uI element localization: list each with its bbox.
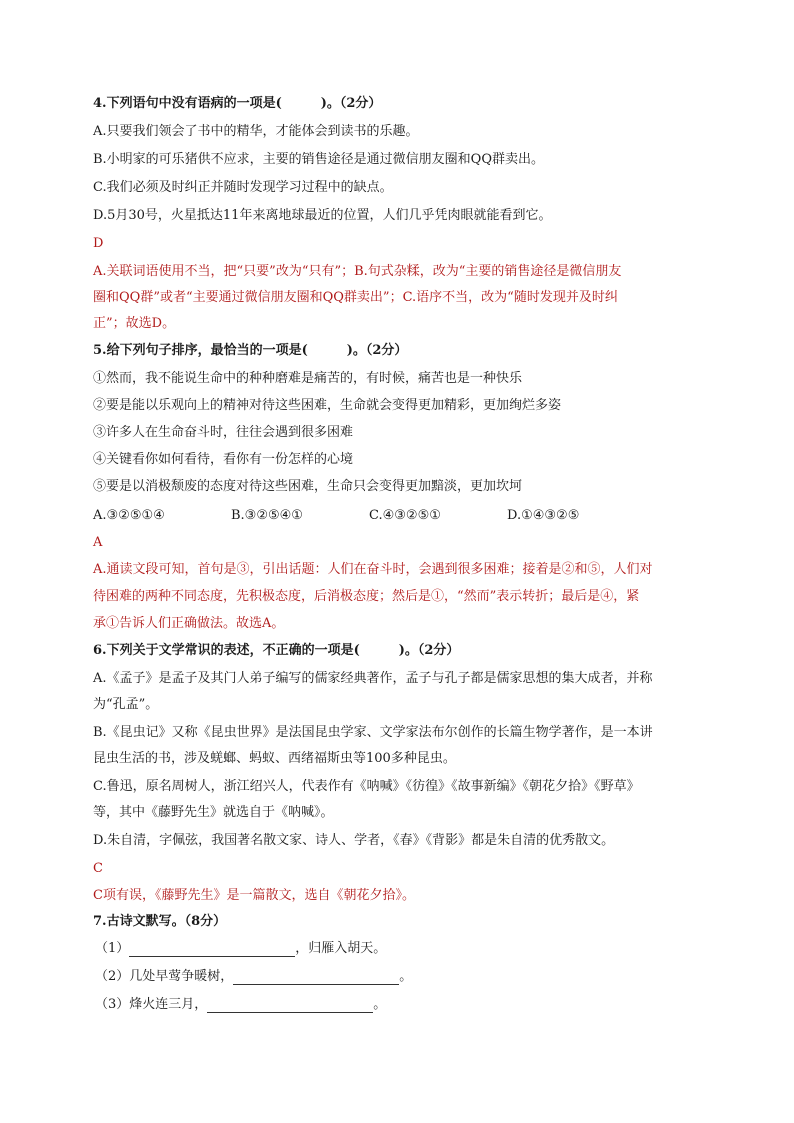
- q6-option-a-line2: 为“孔孟”。: [93, 697, 159, 712]
- q7-item-2-before: 几处早莺争暖树，: [129, 969, 234, 984]
- q5-explanation-line2: 待困难的两种不同态度，先积极态度，后消极态度；然后是①，“然而”表示转折；最后是④，紧: [93, 589, 640, 604]
- q7-stem: 7.古诗文默写。（8分）: [93, 914, 227, 929]
- q5-explanation-line1: A.通读文段可知，首句是③，引出话题：人们在奋斗时，会遇到很多困难；接着是②和⑤，人们对: [93, 562, 653, 577]
- q4-stem: 4.下列语句中没有语病的一项是( )。（2分）: [93, 96, 382, 111]
- q6-answer: C: [93, 861, 103, 876]
- q7-item-2-number: （2）: [95, 969, 130, 984]
- q5-choice-b: B.③②⑤④①: [231, 508, 303, 523]
- q5-explanation-line3: 承①告诉人们正确做法。故选A。: [93, 616, 285, 631]
- q4-option-a: A.只要我们领会了书中的精华，才能体会到读书的乐趣。: [93, 124, 419, 139]
- q5-sentence-1: ①然而，我不能说生命中的种种磨难是痛苦的，有时候，痛苦也是一种快乐: [93, 371, 523, 386]
- q7-item-1: [95, 941, 707, 957]
- q6-option-b-line2: 昆虫生活的书，涉及蜣螂、蚂蚁、西绪福斯虫等100多种昆虫。: [93, 751, 456, 766]
- q7-item-2-after: 。: [399, 969, 413, 984]
- q6-option-c-line1: C.鲁迅，原名周树人，浙江绍兴人，代表作有《呐喊》《彷徨》《故事新编》《朝花夕拾》《野草》: [93, 779, 640, 794]
- q4-option-d: D.5月30号，火星抵达11年来离地球最近的位置，人们几乎凭肉眼就能看到它。: [93, 208, 552, 223]
- q6-explanation: C项有误，《藤野先生》是一篇散文，选自《朝花夕拾》。: [93, 888, 415, 903]
- q7-item-1-after: ，归雁入胡天。: [295, 941, 387, 956]
- q7-item-3-number: （3）: [95, 997, 130, 1012]
- q7-item-1-blank[interactable]: [129, 942, 295, 957]
- q4-option-c: C.我们必须及时纠正并随时发现学习过程中的缺点。: [93, 180, 393, 195]
- q6-option-b-line1: B.《昆虫记》又称《昆虫世界》是法国昆虫学家、文学家法布尔创作的长篇生物学著作，是一本讲: [93, 725, 653, 740]
- q5-sentence-3: ③许多人在生命奋斗时，往往会遇到很多困难: [93, 425, 354, 440]
- q7-item-2: [95, 969, 707, 985]
- q6-option-a-line1: A.《孟子》是孟子及其门人弟子编写的儒家经典著作，孟子与孔子都是儒家思想的集大成者，并称: [93, 671, 653, 686]
- q5-sentence-4: ④关键看你如何看待，看你有一份怎样的心境: [93, 452, 354, 467]
- q6-option-d: D.朱自清，字佩弦，我国著名散文家、诗人、学者，《春》《背影》都是朱自清的优秀散文。: [93, 833, 615, 848]
- q4-option-b: B.小明家的可乐猪供不应求，主要的销售途径是通过微信朋友圈和QQ群卖出。: [93, 152, 545, 167]
- q7-item-3: [95, 997, 707, 1013]
- q5-choice-c: C.④③②⑤①: [369, 508, 441, 523]
- q5-stem: 5.给下列句子排序，最恰当的一项是( )。（2分）: [93, 343, 408, 358]
- q4-explanation-line1: A.关联词语使用不当，把“只要”改为“只有”；B.句式杂糅，改为“主要的销售途径是微信朋友: [93, 264, 622, 279]
- q7-item-1-number: （1）: [95, 941, 130, 956]
- q7-item-3-blank[interactable]: [207, 998, 373, 1013]
- q5-answer: A: [93, 535, 103, 550]
- q7-item-3-after: 。: [373, 997, 387, 1012]
- q5-sentence-2: ②要是能以乐观向上的精神对待这些困难，生命就会变得更加精彩，更加绚烂多姿: [93, 398, 562, 413]
- q6-stem: 6.下列关于文学常识的表述，不正确的一项是( )。（2分）: [93, 643, 460, 658]
- q7-item-3-before: 烽火连三月，: [129, 997, 208, 1012]
- q4-answer: D: [93, 236, 104, 251]
- q5-choice-a: A.③②⑤①④: [93, 508, 165, 523]
- q6-option-c-line2: 等，其中《藤野先生》就选自于《呐喊》。: [93, 805, 334, 820]
- q4-explanation-line2: 圈和QQ群”或者“主要通过微信朋友圈和QQ群卖出”；C.语序不当，改为“随时发现并及时纠: [93, 290, 618, 305]
- q5-choice-d: D.①④③②⑤: [507, 508, 580, 523]
- q5-sentence-5: ⑤要是以消极颓废的态度对待这些困难，生命只会变得更加黯淡，更加坎坷: [93, 479, 523, 494]
- q7-item-2-blank[interactable]: [233, 970, 399, 985]
- q4-explanation-line3: 正”；故选D。: [93, 316, 176, 331]
- q5-choices: [93, 508, 705, 524]
